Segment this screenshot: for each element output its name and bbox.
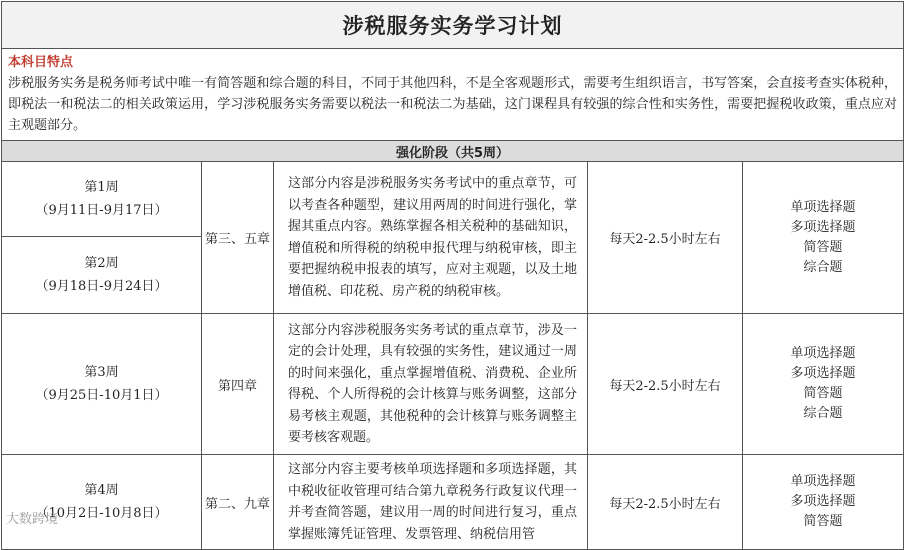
chapter-cell: 第四章 — [202, 314, 274, 455]
week-label: 第4周 — [2, 479, 201, 502]
content-cell: 这部分内容主要考核单项选择题和多项选择题，其中税收征收管理可结合第九章税务行政复议代理一并考查简答题，建议用一周的时间进行复习，重点掌握账簿凭证管理、发票管理、纳税信用管 — [274, 455, 588, 550]
week-cell — [2, 455, 202, 550]
week-cell — [2, 162, 202, 237]
chapter-cell: 第三、五章 — [202, 162, 274, 314]
intro-heading: 本科目特点 — [8, 52, 897, 73]
intro-body: 涉税服务实务是税务师考试中唯一有简答题和综合题的科目，不同于其他四科，不是全客观题形式，需要考生组织语言，书写答案，会直接考查实体税种，即税法一和税法二的相关政策运用，学习涉税服务实务需要以税法一和税法二为基础，这门课程具有较强的综合性和实务性，需要把握税收政策，重点应对主观题部分。 — [8, 73, 897, 136]
week-label: 第3周 — [2, 361, 201, 384]
question-type: 多项选择题 — [743, 218, 903, 238]
time-cell: 每天2-2.5小时左右 — [588, 314, 743, 455]
intro-section — [2, 49, 904, 141]
study-plan-table — [1, 1, 904, 550]
time-cell: 每天2-2.5小时左右 — [588, 455, 743, 550]
week-cell — [2, 314, 202, 455]
question-type: 单项选择题 — [743, 472, 903, 492]
question-type: 单项选择题 — [743, 344, 903, 364]
content-cell: 这部分内容是涉税服务实务考试中的重点章节，可以考查各种题型，建议用两周的时间进行强化，掌握其重点内容。熟练掌握各相关税种的基础知识，增值税和所得税的纳税申报代理与纳税审核，即主要把握纳税申报表的填写，应对主观题，以及土地增值税、印花税、房产税的纳税审核。 — [274, 162, 588, 314]
question-type: 简答题 — [743, 384, 903, 404]
page-title: 涉税服务实务学习计划 — [2, 2, 904, 49]
content-cell: 这部分内容涉税服务实务考试的重点章节，涉及一定的会计处理，具有较强的实务性，建议通过一周的时间来强化，重点掌握增值税、消费税、企业所得税、个人所得税的会计核算与账务调整，这部分易考核主观题，其他税种的会计核算与账务调整主要考核客观题。 — [274, 314, 588, 455]
week-label: 第2周 — [2, 252, 201, 275]
question-type: 综合题 — [743, 258, 903, 278]
question-types-cell — [743, 455, 904, 550]
question-type: 简答题 — [743, 512, 903, 532]
week-cell — [2, 237, 202, 314]
time-cell: 每天2-2.5小时左右 — [588, 162, 743, 314]
question-type: 简答题 — [743, 238, 903, 258]
week-range: （9月18日-9月24日） — [2, 275, 201, 298]
question-type: 单项选择题 — [743, 198, 903, 218]
week-label: 第1周 — [2, 176, 201, 199]
phase-header: 强化阶段（共5周） — [2, 141, 904, 162]
chapter-cell: 第二、九章 — [202, 455, 274, 550]
week-range: （10月2日-10月8日） — [2, 502, 201, 525]
question-types-cell — [743, 162, 904, 314]
week-range: （9月11日-9月17日） — [2, 199, 201, 222]
question-type: 综合题 — [743, 404, 903, 424]
question-type: 多项选择题 — [743, 492, 903, 512]
question-type: 多项选择题 — [743, 364, 903, 384]
week-range: （9月25日-10月1日） — [2, 384, 201, 407]
watermark-text: 大数跨境 — [6, 508, 58, 527]
question-types-cell — [743, 314, 904, 455]
